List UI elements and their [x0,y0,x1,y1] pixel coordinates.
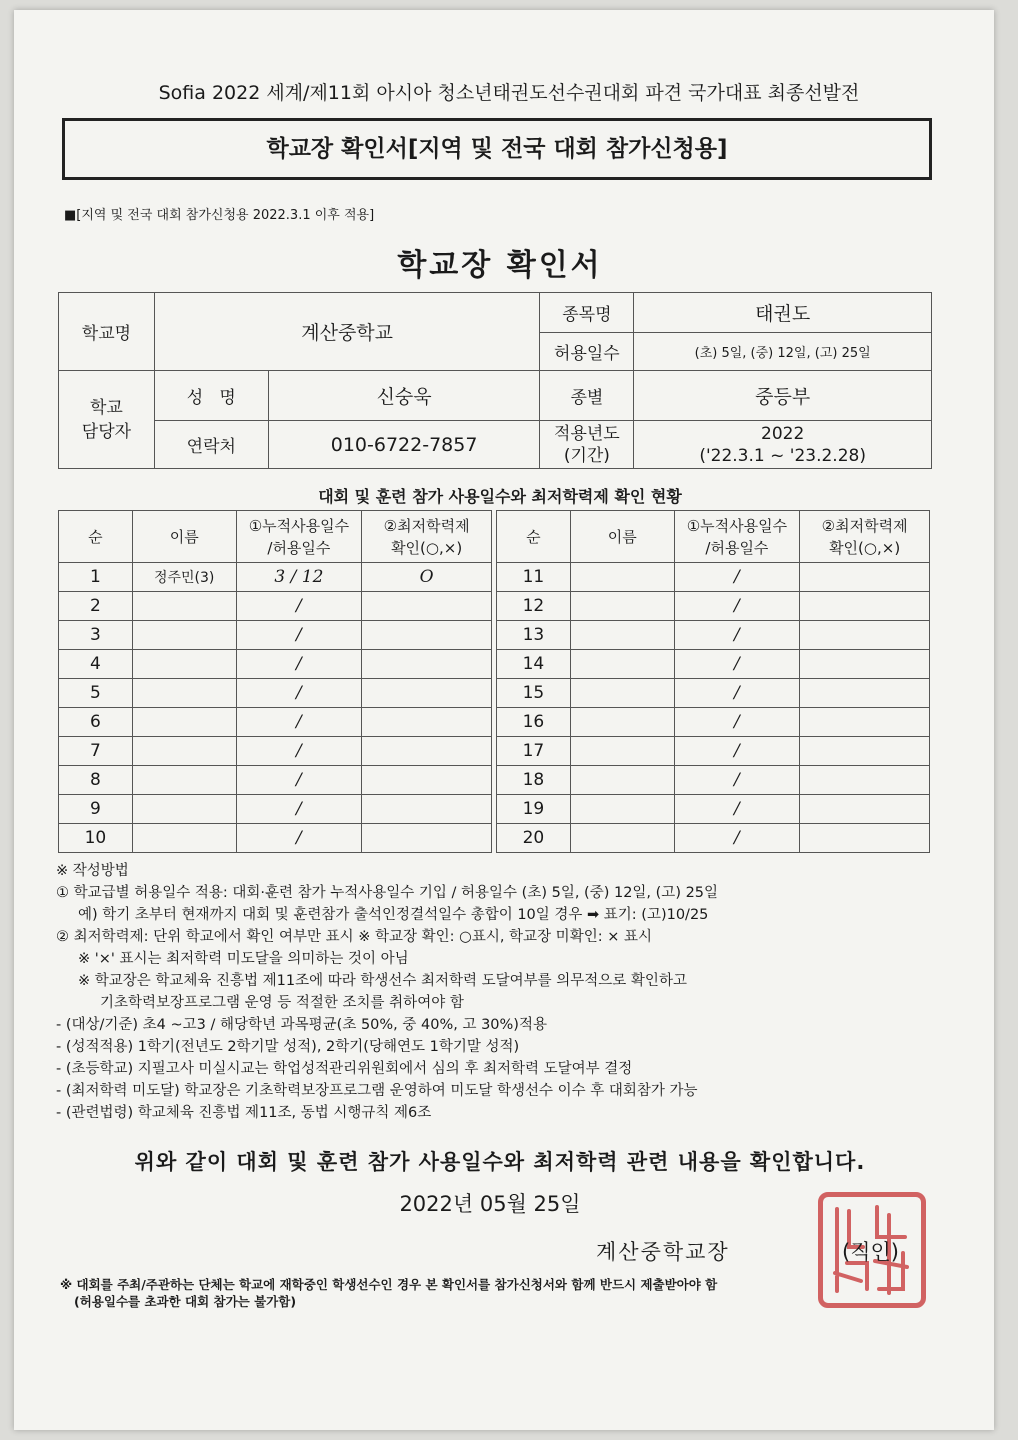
row-number-cell: 15 [497,679,571,708]
academic-check-cell [800,795,930,824]
table-row [497,795,930,824]
table-row [59,592,492,621]
days-used-cell: / [236,679,362,708]
participation-table-left [58,510,492,853]
sport-value: 태권도 [634,293,932,333]
table-row [497,824,930,853]
instruction-line: ※ 학교장은 학교체육 진흥법 제11조에 따라 학생선수 최저학력 도달여부를 의무적으로 확인하고 [78,973,687,989]
academic-check-cell [800,679,930,708]
table-row [59,766,492,795]
event-title: Sofia 2022 세계/제11회 아시아 청소년태권도선수권대회 파견 국가대표 최종선발전 [158,82,860,104]
row-number-cell: 18 [497,766,571,795]
instructions [56,860,936,1124]
division-value: 중등부 [634,371,932,421]
row-number-cell: 12 [497,592,571,621]
row-number-cell: 4 [59,650,133,679]
student-name-cell [132,737,236,766]
row-number-cell: 3 [59,621,133,650]
row-number-cell: 1 [59,563,133,592]
header-academic: ②최저학력제 확인(○,×) [362,511,492,563]
days-used-cell: / [674,650,800,679]
row-number-cell: 20 [497,824,571,853]
row-number-cell: 5 [59,679,133,708]
student-name-cell [132,650,236,679]
row-number-cell: 7 [59,737,133,766]
allowed-days-value: (초) 5일, (중) 12일, (고) 25일 [634,333,932,371]
student-name-cell [570,824,674,853]
footnote-line: ※ 대회를 주최/주관하는 단체는 학교에 재학중인 학생선수인 경우 본 확인서를 참가신청서와 함께 반드시 제출받아야 함 [60,1277,718,1292]
student-name-cell [132,708,236,737]
academic-check-cell [800,650,930,679]
academic-check-cell [800,563,930,592]
days-used-cell: / [236,621,362,650]
header-no: 순 [59,511,133,563]
seal-label: (직인) [842,1240,899,1264]
academic-check-cell [362,708,492,737]
row-number-cell: 8 [59,766,133,795]
student-name-cell [570,679,674,708]
student-name-cell [570,563,674,592]
student-name-cell [570,621,674,650]
contact-person-label: 학교 담당자 [59,371,155,469]
document-title: 학교장 확인서[지역 및 전국 대회 참가신청용] [62,118,932,180]
days-used-cell: / [674,679,800,708]
academic-check-cell: O [362,563,492,592]
table-row [497,708,930,737]
row-number-cell: 9 [59,795,133,824]
header-name: 이름 [570,511,674,563]
days-used-cell: / [236,795,362,824]
days-used-cell: / [236,708,362,737]
row-number-cell: 10 [59,824,133,853]
days-used-cell: / [674,621,800,650]
days-used-cell: / [236,737,362,766]
student-name-cell [132,795,236,824]
document-date: 2022년 05월 25일 [399,1192,581,1216]
row-number-cell: 11 [497,563,571,592]
school-info-table [58,292,932,469]
table-row [59,621,492,650]
days-used-cell: / [674,592,800,621]
student-name-cell [570,766,674,795]
instruction-line: - (최저학력 미도달) 학교장은 기초학력보장프로그램 운영하여 미도달 학생선수 이수 후 대회참가 가능 [56,1083,698,1099]
academic-check-cell [362,795,492,824]
table-row [497,650,930,679]
table-row [497,679,930,708]
school-name-label: 학교명 [59,293,155,371]
form-title: 학교장 확인서 [397,248,603,283]
student-name-cell [132,621,236,650]
header-no: 순 [497,511,571,563]
days-used-cell: / [674,737,800,766]
table-row [59,563,492,592]
table-row [59,824,492,853]
table-row [59,737,492,766]
academic-check-cell [362,824,492,853]
academic-check-cell [362,766,492,795]
confirmation-statement: 위와 같이 대회 및 훈련 참가 사용일수와 최저학력 관련 내용을 확인합니다. [134,1150,866,1174]
days-used-cell: / [674,563,800,592]
participation-table-right [496,510,930,853]
academic-check-cell [800,592,930,621]
table-row [497,766,930,795]
row-number-cell: 6 [59,708,133,737]
phone-value: 010-6722-7857 [268,421,540,469]
table-row [497,737,930,766]
name-label: 성 명 [154,371,268,421]
student-name-cell [132,766,236,795]
principal-title: 계산중학교장 [596,1240,730,1264]
student-name-cell [570,650,674,679]
row-number-cell: 16 [497,708,571,737]
student-name-cell: 정주민(3) [132,563,236,592]
table-row [59,650,492,679]
row-number-cell: 14 [497,650,571,679]
academic-check-cell [800,766,930,795]
table-row [497,592,930,621]
header-days: ①누적사용일수 /허용일수 [236,511,362,563]
table-row [59,795,492,824]
student-name-cell [570,708,674,737]
days-used-cell: / [674,708,800,737]
header-days: ①누적사용일수 /허용일수 [674,511,800,563]
instruction-line: - (대상/기준) 초4 ~고3 / 해당학년 과목평균(초 50%, 중 40%, 고 30%)적용 [56,1017,547,1033]
instruction-line: - (성적적용) 1학기(전년도 2학기말 성적), 2학기(당해연도 1학기말 성적) [56,1039,520,1055]
days-used-cell: / [236,824,362,853]
academic-check-cell [800,737,930,766]
year-label: 적용년도 (기간) [540,421,634,469]
instruction-line: - (관련법령) 학교체육 진흥법 제11조, 동법 시행규칙 제6조 [56,1105,432,1121]
footnote [60,1276,940,1310]
student-name-cell [570,592,674,621]
academic-check-cell [362,679,492,708]
instruction-line: 예) 학기 초부터 현재까지 대회 및 훈련참가 출석인정결석일수 총합이 10일 경우 ➡ 표기: (고)10/25 [78,907,709,923]
division-label: 종별 [540,371,634,421]
student-name-cell [132,824,236,853]
school-name-value: 계산중학교 [154,293,540,371]
instruction-line: ※ 작성방법 [56,863,129,879]
student-name-cell [132,592,236,621]
row-number-cell: 2 [59,592,133,621]
days-used-cell: / [674,824,800,853]
table-row [497,563,930,592]
row-number-cell: 17 [497,737,571,766]
academic-check-cell [362,737,492,766]
academic-check-cell [800,621,930,650]
table-row [59,708,492,737]
student-name-cell [570,737,674,766]
days-used-cell: 3 / 12 [236,563,362,592]
days-used-cell: / [236,766,362,795]
academic-check-cell [800,708,930,737]
days-used-cell: / [236,592,362,621]
days-used-cell: / [674,795,800,824]
academic-check-cell [800,824,930,853]
sport-label: 종목명 [540,293,634,333]
name-value: 신숭욱 [268,371,540,421]
student-name-cell [570,795,674,824]
academic-check-cell [362,650,492,679]
instruction-line: ① 학교급별 허용일수 적용: 대회·훈련 참가 누적사용일수 기입 / 허용일수 (초) 5일, (중) 12일, (고) 25일 [56,885,719,901]
academic-check-cell [362,621,492,650]
header-academic: ②최저학력제 확인(○,×) [800,511,930,563]
participation-table-title: 대회 및 훈련 참가 사용일수와 최저학력제 확인 현황 [318,487,682,506]
year-value: 2022 ('22.3.1 ~ '23.2.28) [634,421,932,469]
table-row [59,679,492,708]
instruction-line: - (초등학교) 지필고사 미실시교는 학업성적관리위원회에서 심의 후 최저학력 도달여부 결정 [56,1061,633,1077]
row-number-cell: 13 [497,621,571,650]
applicability-note: ■[지역 및 전국 대회 참가신청용 2022.3.1 이후 적용] [64,208,375,223]
row-number-cell: 19 [497,795,571,824]
header-name: 이름 [132,511,236,563]
academic-check-cell [362,592,492,621]
days-used-cell: / [236,650,362,679]
instruction-line: ② 최저학력제: 단위 학교에서 확인 여부만 표시 ※ 학교장 확인: ○표시, 학교장 미확인: × 표시 [56,929,652,945]
footnote-line: (허용일수를 초과한 대회 참가는 불가함) [74,1294,297,1309]
allowed-days-label: 허용일수 [540,333,634,371]
student-name-cell [132,679,236,708]
instruction-line: ※ '×' 표시는 최저학력 미도달을 의미하는 것이 아님 [78,951,409,967]
phone-label: 연락처 [154,421,268,469]
days-used-cell: / [674,766,800,795]
table-row [497,621,930,650]
instruction-line: 기초학력보장프로그램 운영 등 적절한 조치를 취하여야 함 [100,995,464,1011]
